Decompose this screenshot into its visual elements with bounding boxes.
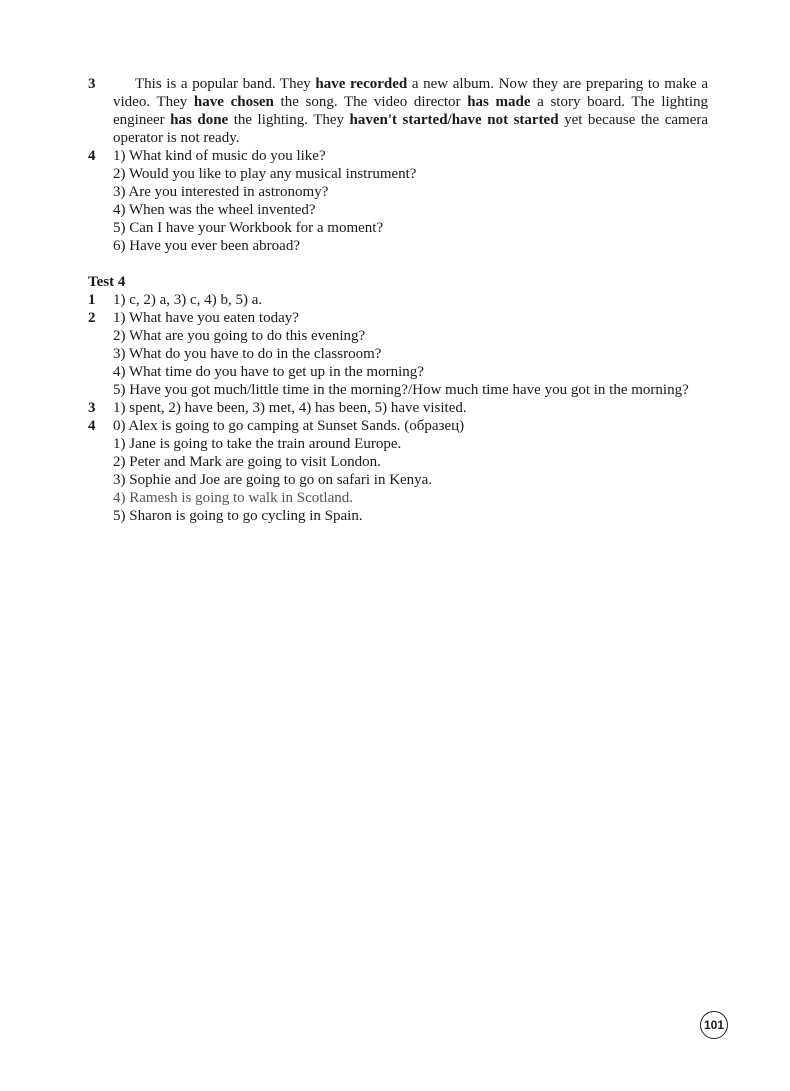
exercise-number: 3 [88,76,96,92]
answer-item: 4) When was the wheel invented? [113,202,316,218]
answer-item: 3) Are you interested in astronomy? [113,184,329,200]
test4-exercise-1 [88,291,708,309]
text-segment: a new album. Now they are preparing to make a video. They [113,76,709,110]
text-segment: the song. The video director [273,94,468,110]
test4-exercise-3 [88,399,708,417]
answer-item: 1) spent, 2) have been, 3) met, 4) has been, 5) have visited. [113,400,467,416]
answer-item: 2) Would you like to play any musical instrument? [113,166,417,182]
test4-exercise-4 [88,417,708,525]
exercise-number: 4 [88,148,96,164]
answer-item: 3) What do you have to do in the classroom? [113,346,382,362]
section-heading: Test 4 [88,274,126,290]
answer-item: 1) What kind of music do you like? [113,148,326,164]
exercise-number: 1 [88,292,96,308]
answer-item: 1) Jane is going to take the train around Europe. [113,436,402,452]
text-segment: yet because the camera operator is not ready. [113,112,709,146]
answer-item: 2) Peter and Mark are going to visit London. [113,454,381,470]
answer-item: 2) What are you going to do this evening? [113,328,366,344]
bold-answer: have chosen [193,94,274,110]
answer-item: 5) Have you got much/little time in the morning?/How much time have you got in the morning? [113,382,689,398]
answer-item: 6) Have you ever been abroad? [113,238,300,254]
text-segment: a story board. The lighting engineer [113,94,709,128]
text-segment: the lighting. They [228,112,350,128]
page-number: 101 [700,1011,728,1039]
test4-exercise-2 [88,309,708,399]
exercise-3 [88,75,708,147]
exercise-number: 3 [88,400,96,416]
answer-item: 3) Sophie and Joe are going to go on safari in Kenya. [113,472,433,488]
answer-item: 5) Sharon is going to go cycling in Spain. [113,508,363,524]
bold-answer: has done [170,112,229,128]
bold-answer: have recorded [315,76,408,92]
bold-answer: has made [467,94,531,110]
exercise-3-paragraph [113,75,708,147]
exercise-number: 2 [88,310,96,326]
answer-item: 5) Can I have your Workbook for a moment? [113,220,384,236]
text-segment: This is a popular band. They [135,76,316,92]
answer-item: 1) c, 2) a, 3) c, 4) b, 5) a. [113,292,263,308]
test-4-block [88,273,708,525]
exercise-4 [88,147,708,255]
answer-item: 4) Ramesh is going to walk in Scotland. [113,490,353,506]
answer-item: 1) What have you eaten today? [113,310,299,326]
answer-item: 0) Alex is going to go camping at Sunset Sands. (образец) [113,418,465,434]
exercise-number: 4 [88,418,96,434]
answer-item: 4) What time do you have to get up in the morning? [113,364,424,380]
exercise-3-block [88,75,708,255]
bold-answer: haven't started/have not started [349,112,559,128]
